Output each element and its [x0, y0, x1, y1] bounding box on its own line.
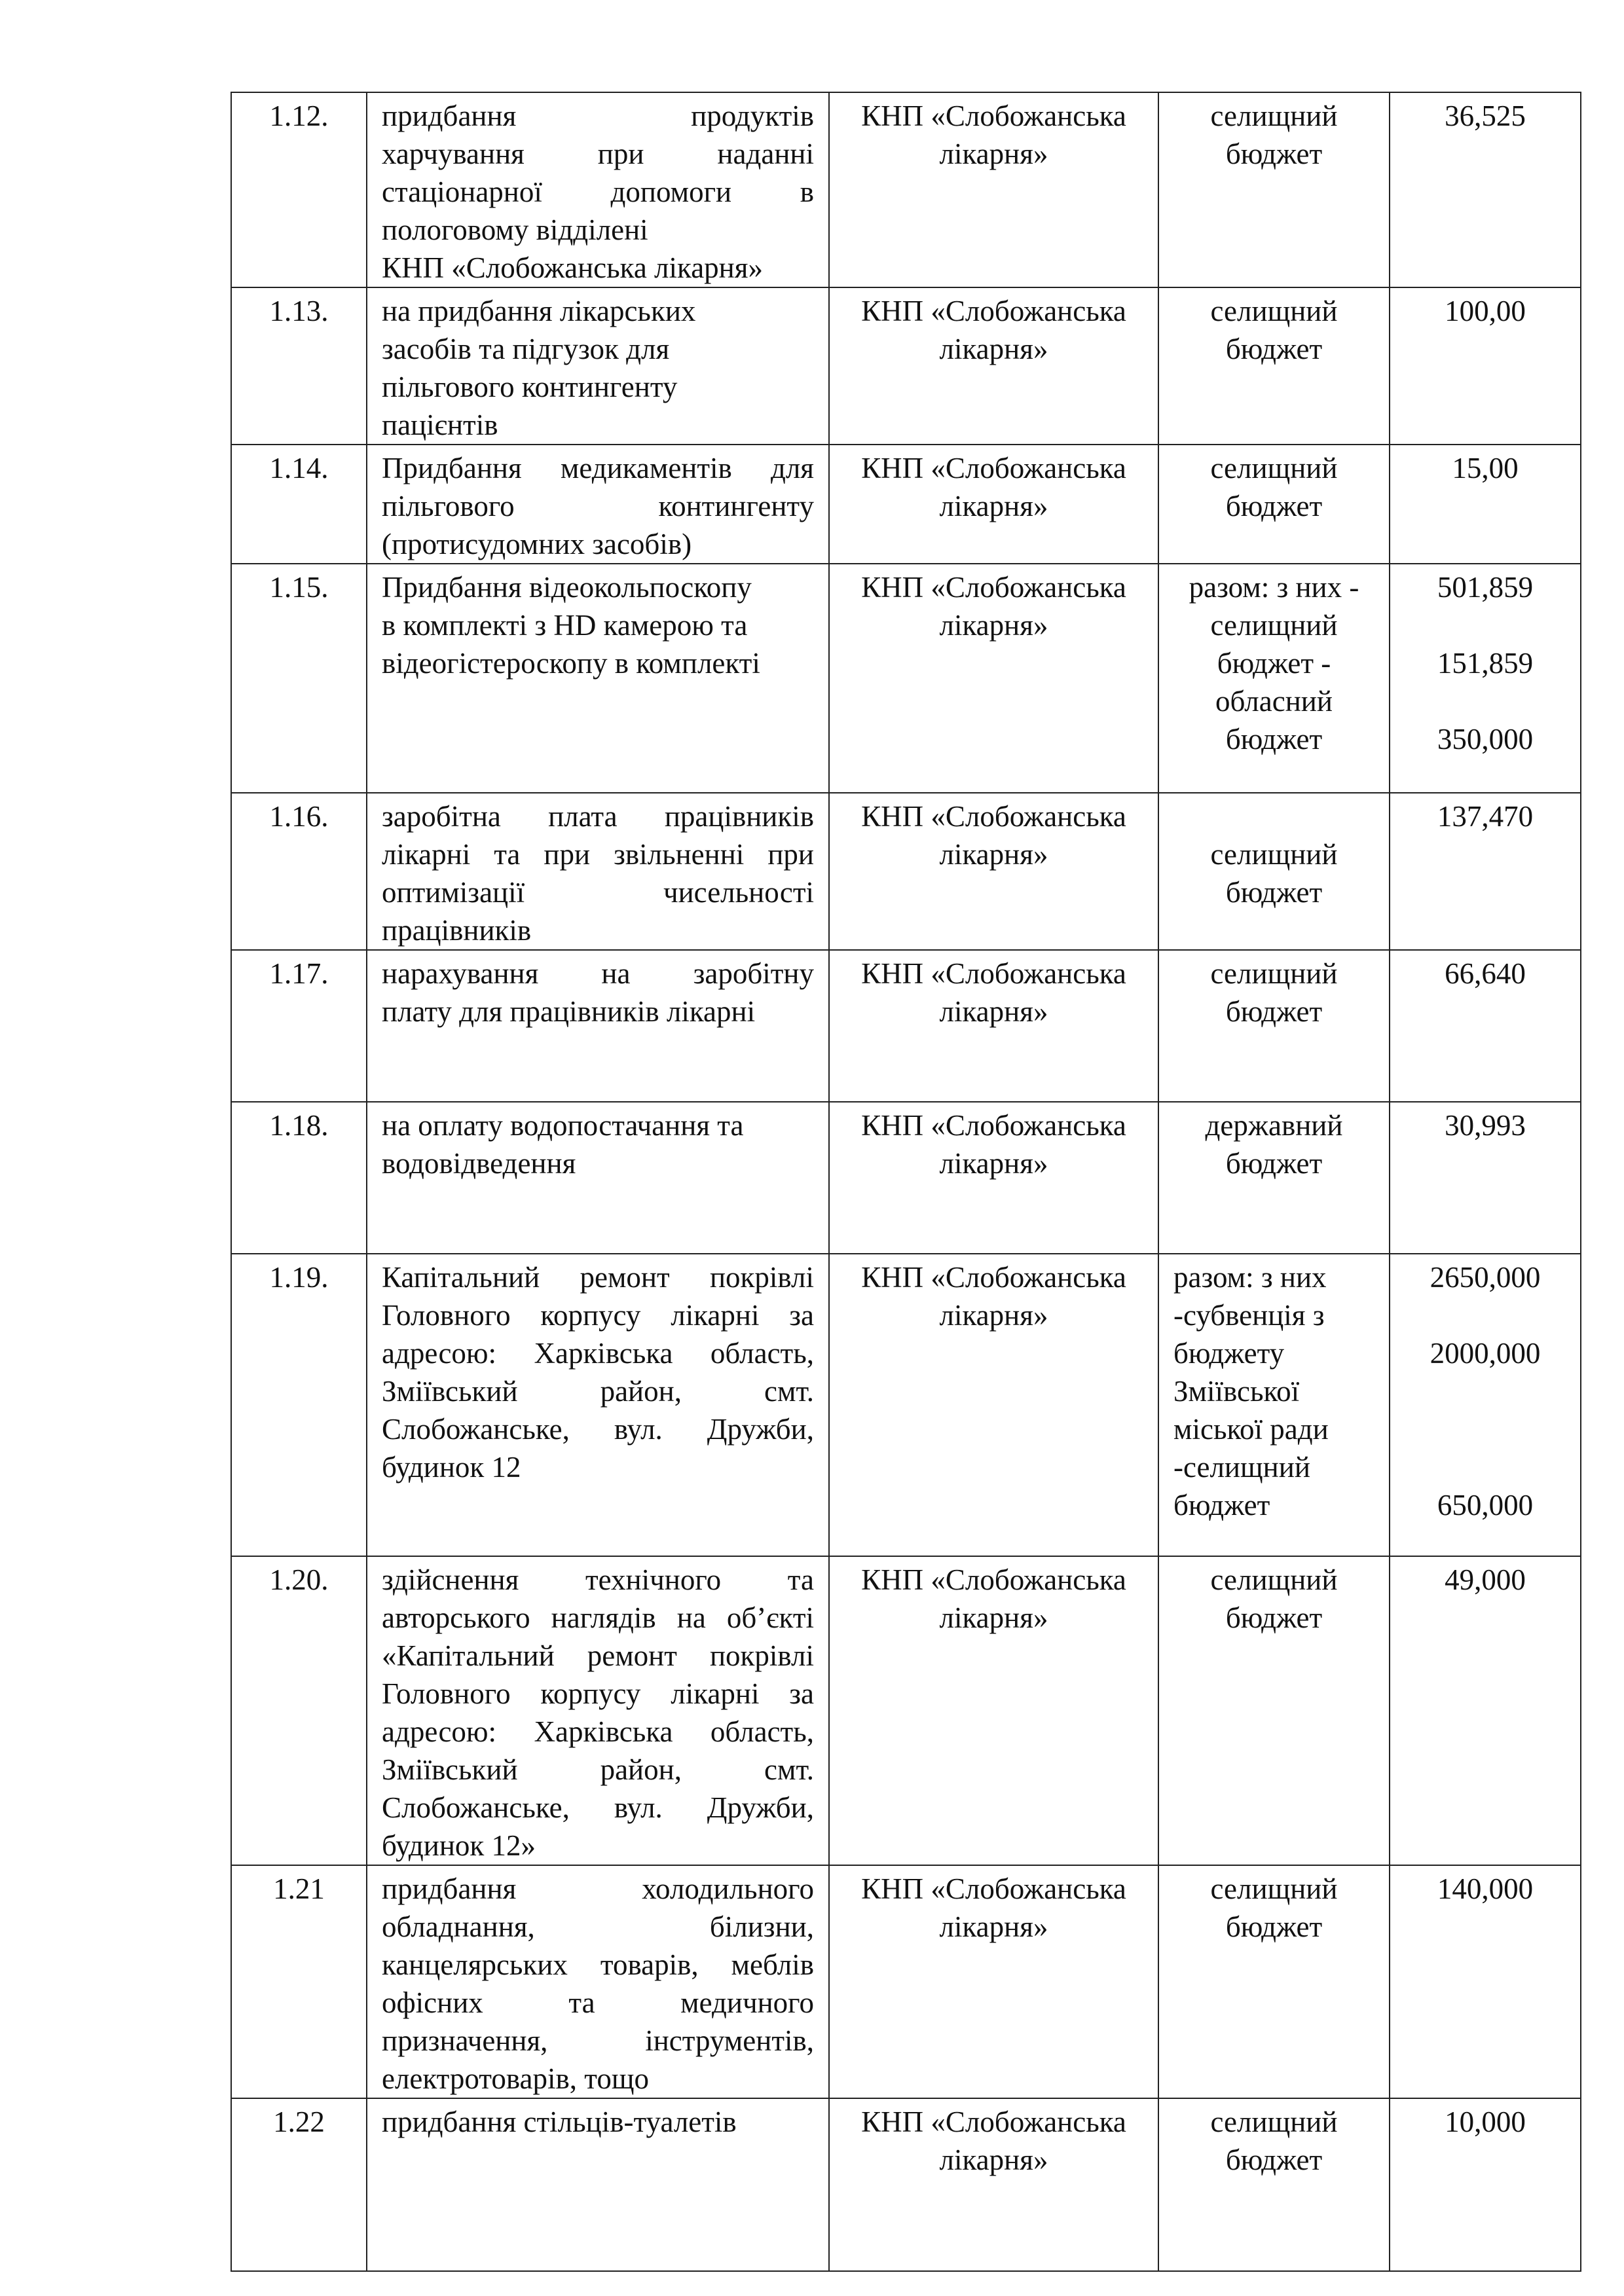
item-executor: КНП «Слобожанська лікарня»: [829, 287, 1158, 445]
item-executor: КНП «Слобожанська лікарня»: [829, 1102, 1158, 1254]
table-row: [231, 564, 1581, 793]
item-amount: 10,000: [1390, 2098, 1581, 2271]
item-executor: КНП «Слобожанська лікарня»: [829, 445, 1158, 564]
item-executor: КНП «Слобожанська лікарня»: [829, 1254, 1158, 1556]
item-amount: 501,859 151,859 350,000: [1390, 564, 1581, 793]
item-description: Придбання медикаментів для пільгового контингенту (протисудомних засобів): [367, 445, 829, 564]
item-number: 1.16.: [231, 793, 367, 950]
item-description: придбання холодильного обладнання, білизни, канцелярських товарів, меблів офісних та медичного призначення, інструментів, електротоварів, тощо: [367, 1865, 829, 2098]
item-funding-source: селищний бюджет: [1158, 287, 1390, 445]
item-executor: КНП «Слобожанська лікарня»: [829, 564, 1158, 793]
item-description: Придбання відеокольпоскопу в комплекті з HD камерою та відеогістероскопу в комплекті: [367, 564, 829, 793]
item-funding-source: разом: з них - селищний бюджет - обласний бюджет: [1158, 564, 1390, 793]
table-row: [231, 1254, 1581, 1556]
table-row: [231, 445, 1581, 564]
item-amount: 100,00: [1390, 287, 1581, 445]
item-amount: 30,993: [1390, 1102, 1581, 1254]
item-funding-source: селищний бюджет: [1158, 92, 1390, 287]
item-executor: КНП «Слобожанська лікарня»: [829, 950, 1158, 1102]
item-number: 1.21: [231, 1865, 367, 2098]
item-number: 1.20.: [231, 1556, 367, 1865]
item-amount: 137,470: [1390, 793, 1581, 950]
item-description: на придбання лікарських засобів та підгузок для пільгового контингенту пацієнтів: [367, 287, 829, 445]
item-number: 1.18.: [231, 1102, 367, 1254]
item-description: здійснення технічного та авторського наглядів на об’єкті «Капітальний ремонт покрівлі Головного корпусу лікарні за адресою: Харківська область, Зміївський район, смт. Слобожанське, вул. Дружби, будинок 12»: [367, 1556, 829, 1865]
item-description: на оплату водопостачання та водовідведення: [367, 1102, 829, 1254]
item-executor: КНП «Слобожанська лікарня»: [829, 1556, 1158, 1865]
table-row: [231, 287, 1581, 445]
item-funding-source: селищний бюджет: [1158, 950, 1390, 1102]
item-executor: КНП «Слобожанська лікарня»: [829, 1865, 1158, 2098]
item-funding-source: селищний бюджет: [1158, 793, 1390, 950]
item-number: 1.14.: [231, 445, 367, 564]
table-row: [231, 1865, 1581, 2098]
item-description: Капітальний ремонт покрівлі Головного корпусу лікарні за адресою: Харківська область, Зміївський район, смт. Слобожанське, вул. Дружби, будинок 12: [367, 1254, 829, 1556]
table-row: [231, 2098, 1581, 2271]
table-row: [231, 793, 1581, 950]
item-description: нарахування на заробітну плату для працівників лікарні: [367, 950, 829, 1102]
item-executor: КНП «Слобожанська лікарня»: [829, 92, 1158, 287]
table-row: [231, 92, 1581, 287]
item-amount: 2650,000 2000,000 650,000: [1390, 1254, 1581, 1556]
table-row: [231, 1556, 1581, 1865]
item-executor: КНП «Слобожанська лікарня»: [829, 2098, 1158, 2271]
item-funding-source: селищний бюджет: [1158, 1865, 1390, 2098]
item-funding-source: разом: з них -субвенція з бюджету Зміївської міської ради -селищний бюджет: [1158, 1254, 1390, 1556]
table-row: [231, 950, 1581, 1102]
item-number: 1.17.: [231, 950, 367, 1102]
item-amount: 66,640: [1390, 950, 1581, 1102]
item-number: 1.12.: [231, 92, 367, 287]
item-amount: 49,000: [1390, 1556, 1581, 1865]
item-description: придбання стільців-туалетів: [367, 2098, 829, 2271]
item-funding-source: селищний бюджет: [1158, 1556, 1390, 1865]
item-funding-source: державний бюджет: [1158, 1102, 1390, 1254]
item-description: придбання продуктів харчування при наданні стаціонарної допомоги в пологовому відділені КНП «Слобожанська лікарня»: [367, 92, 829, 287]
item-amount: 36,525: [1390, 92, 1581, 287]
budget-table: [231, 92, 1581, 2272]
item-number: 1.15.: [231, 564, 367, 793]
item-number: 1.19.: [231, 1254, 367, 1556]
item-description: заробітна плата працівників лікарні та при звільненні при оптимізації чисельності працівників: [367, 793, 829, 950]
item-funding-source: селищний бюджет: [1158, 2098, 1390, 2271]
item-amount: 15,00: [1390, 445, 1581, 564]
table-row: [231, 1102, 1581, 1254]
item-amount: 140,000: [1390, 1865, 1581, 2098]
item-executor: КНП «Слобожанська лікарня»: [829, 793, 1158, 950]
item-number: 1.13.: [231, 287, 367, 445]
item-number: 1.22: [231, 2098, 367, 2271]
item-funding-source: селищний бюджет: [1158, 445, 1390, 564]
